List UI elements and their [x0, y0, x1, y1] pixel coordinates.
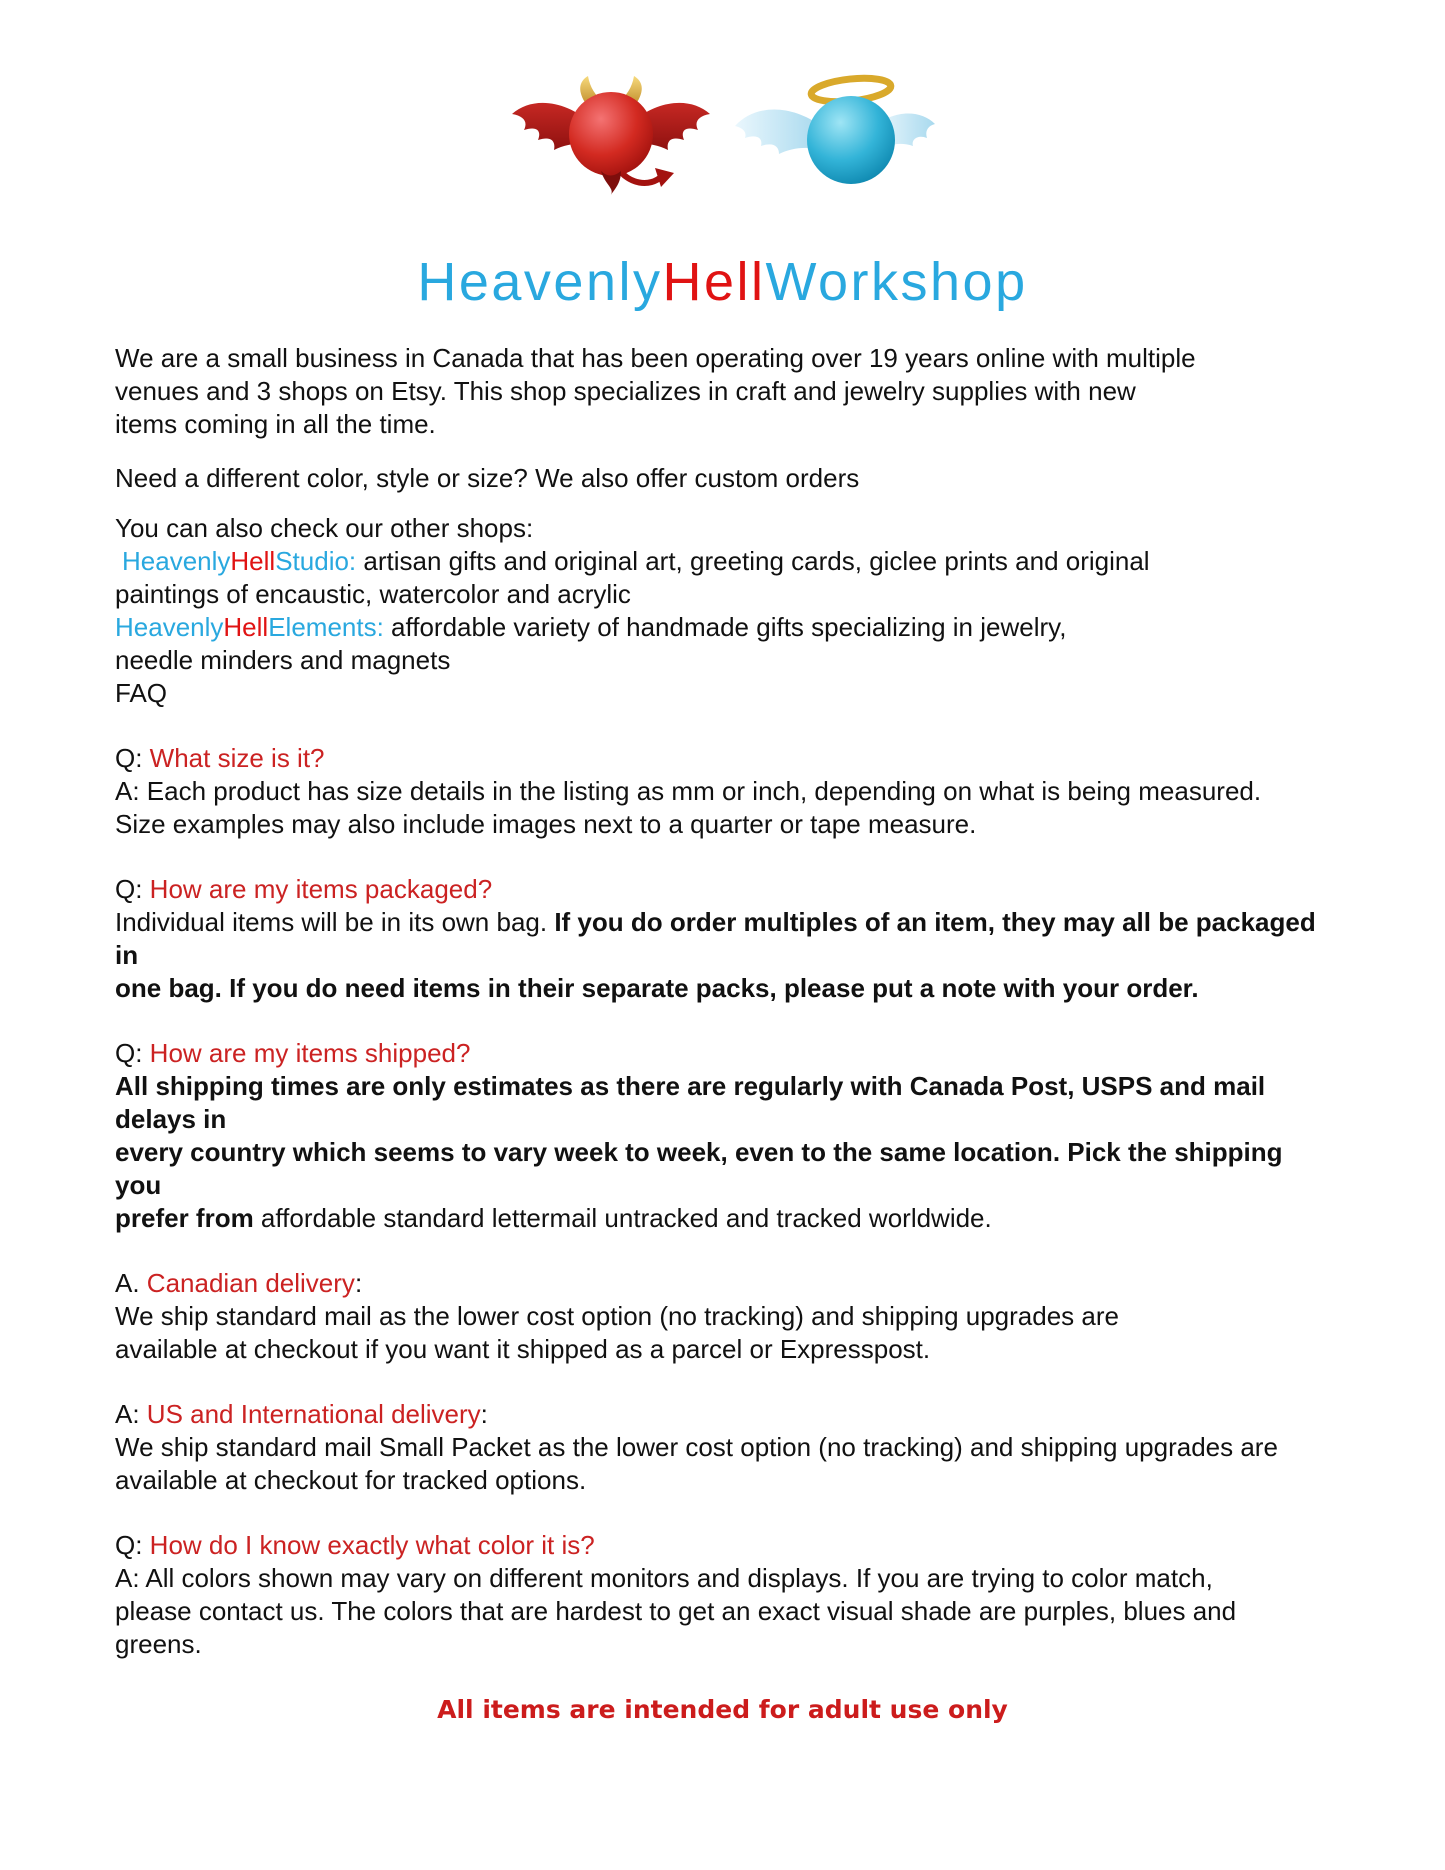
title-hell: Hell	[662, 252, 766, 312]
faq-color-question-line	[115, 1529, 1330, 1562]
about-line: items coming in all the time.	[115, 409, 436, 439]
devil-ball-icon	[504, 74, 719, 196]
studio-brand-suffix: Studio:	[275, 546, 357, 576]
us-intl-delivery-section	[115, 1398, 1330, 1497]
studio-desc: artisan gifts and original art, greeting cards, giclee prints and original	[356, 546, 1150, 576]
faq-packaged-section	[115, 873, 1330, 1005]
faq-color-section	[115, 1529, 1330, 1661]
faq-color-answer-line: greens.	[115, 1629, 202, 1659]
title-workshop: Workshop	[765, 252, 1028, 312]
shop-studio-line	[115, 545, 1330, 578]
elements-desc: affordable variety of handmade gifts specializing in jewelry,	[383, 612, 1067, 642]
canadian-delivery-answer-line: We ship standard mail as the lower cost option (no tracking) and shipping upgrades are	[115, 1301, 1119, 1331]
answer-text: affordable standard lettermail untracked and tracked worldwide.	[253, 1203, 992, 1233]
about-paragraph	[115, 342, 1330, 441]
faq-shipped-answer-line: every country which seems to vary week to week, even to the same location. Pick the shipping you	[115, 1137, 1283, 1200]
studio-desc-line2: paintings of encaustic, watercolor and acrylic	[115, 579, 631, 609]
heading-colon: :	[480, 1399, 488, 1429]
canadian-delivery-heading-line	[115, 1267, 1330, 1300]
title-heavenly: Heavenly	[417, 252, 663, 312]
canadian-delivery-section	[115, 1267, 1330, 1366]
faq-size-answer-line: Size examples may also include images next to a quarter or tape measure.	[115, 809, 977, 839]
faq-size-question: What size is it?	[149, 743, 325, 773]
custom-orders-paragraph	[115, 462, 1330, 495]
q-prefix: Q:	[115, 743, 150, 773]
q-prefix: Q:	[115, 874, 150, 904]
adult-use-notice: All items are intended for adult use only	[437, 1695, 1008, 1724]
us-intl-delivery-heading-line	[115, 1398, 1330, 1431]
a-prefix: A.	[115, 1268, 147, 1298]
faq-size-section	[115, 742, 1330, 841]
faq-size-question-line	[115, 742, 1330, 775]
q-prefix: Q:	[115, 1530, 150, 1560]
faq-color-answer-line: A: All colors shown may vary on different monitors and displays. If you are trying to color match,	[115, 1563, 1213, 1593]
elements-brand-heavenly: Heavenly	[115, 612, 224, 642]
about-line: We are a small business in Canada that has been operating over 19 years online with multiple	[115, 343, 1196, 373]
studio-brand-heavenly: Heavenly	[122, 546, 231, 576]
faq-shipped-answer-line: All shipping times are only estimates as there are regularly with Canada Post, USPS and mail delays in	[115, 1071, 1266, 1134]
shop-logo	[115, 0, 1330, 196]
other-shops-block	[115, 512, 1330, 710]
a-prefix: A:	[115, 1399, 147, 1429]
canadian-delivery-heading: Canadian delivery	[146, 1268, 355, 1298]
elements-brand-suffix: Elements:	[268, 612, 384, 642]
us-intl-delivery-answer-line: available at checkout for tracked options.	[115, 1465, 587, 1495]
faq-packaged-answer-line: one bag. If you do need items in their separate packs, please put a note with your order.	[115, 973, 1199, 1003]
faq-color-answer-line: please contact us. The colors that are hardest to get an exact visual shade are purples, blues and	[115, 1596, 1237, 1626]
about-line: venues and 3 shops on Etsy. This shop specializes in craft and jewelry supplies with new	[115, 376, 1136, 406]
faq-packaged-question-line	[115, 873, 1330, 906]
faq-color-question: How do I know exactly what color it is?	[149, 1530, 595, 1560]
faq-packaged-question: How are my items packaged?	[149, 874, 493, 904]
us-intl-delivery-heading: US and International delivery	[146, 1399, 481, 1429]
answer-text: Individual items will be in its own bag.	[115, 907, 555, 937]
shop-elements-line	[115, 611, 1330, 644]
faq-packaged-answer-line	[115, 906, 1330, 972]
faq-shipped-question-line	[115, 1037, 1330, 1070]
studio-brand-hell: Hell	[230, 546, 276, 576]
elements-desc-line2: needle minders and magnets	[115, 645, 451, 675]
heading-colon: :	[354, 1268, 363, 1298]
answer-text-bold: prefer from	[115, 1203, 254, 1233]
shops-intro-line: You can also check our other shops:	[115, 513, 534, 543]
angel-ball-icon	[727, 74, 942, 196]
answer-text-bold: If you do order multiples of an item, they may all be packaged in	[115, 907, 1316, 970]
custom-orders-line: Need a different color, style or size? We also offer custom orders	[115, 463, 860, 493]
q-prefix: Q:	[115, 1038, 150, 1068]
page-title	[115, 252, 1330, 312]
us-intl-delivery-answer-line: We ship standard mail Small Packet as the lower cost option (no tracking) and shipping upgrades are	[115, 1432, 1278, 1462]
canadian-delivery-answer-line: available at checkout if you want it shipped as a parcel or Expresspost.	[115, 1334, 931, 1364]
faq-heading: FAQ	[115, 678, 168, 708]
elements-brand-hell: Hell	[223, 612, 269, 642]
faq-shipped-section	[115, 1037, 1330, 1235]
faq-shipped-question: How are my items shipped?	[149, 1038, 471, 1068]
faq-size-answer-line: A: Each product has size details in the listing as mm or inch, depending on what is being measured.	[115, 776, 1262, 806]
faq-shipped-answer-line	[115, 1202, 1330, 1235]
